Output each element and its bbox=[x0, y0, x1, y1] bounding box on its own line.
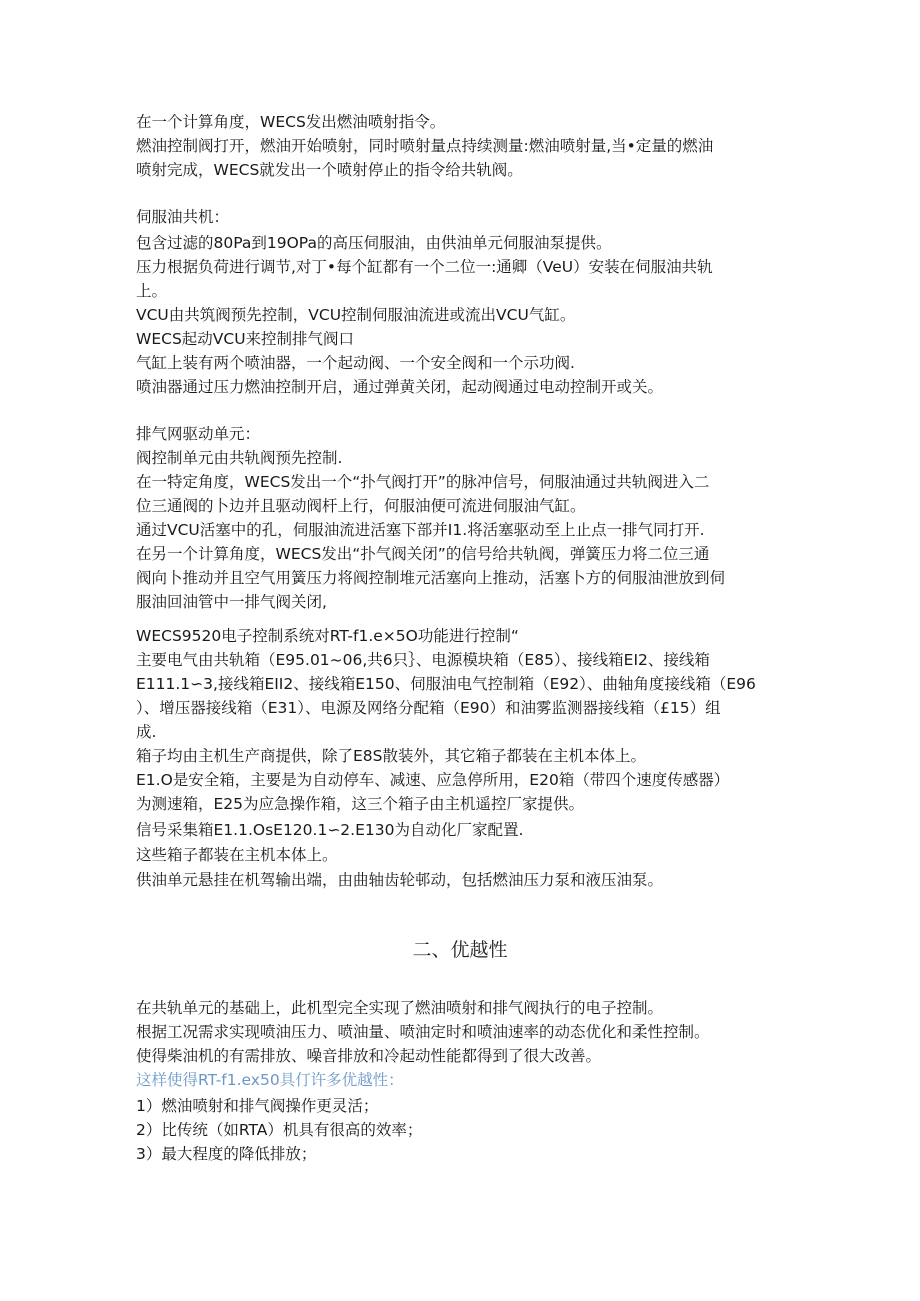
list-item: 2）比传统（如RTA）机具有很高的效率； bbox=[136, 1121, 423, 1139]
text-line: 通过VCU活塞中的孔，伺服油流进活塞下部并I1.将活塞驱动至上止点一排气同打开. bbox=[136, 521, 705, 539]
text-line: 使得柴油机的有需排放、噪音排放和冷起动性能都得到了很大改善。 bbox=[136, 1047, 602, 1065]
text-line: 气缸上装有两个喷油器，一个起动阀、一个安全阀和一个示功阀. bbox=[136, 354, 575, 372]
text-line: 位三通阀的卜边并且驱动阀杆上行，何服油便可流进伺服油气缸。 bbox=[136, 497, 586, 515]
text-line: VCU由共筑阀预先控制，VCU控制伺服油流进或流出VCU气缸。 bbox=[136, 306, 576, 324]
text-line: 服油回油管中一排气阀关闭, bbox=[136, 593, 327, 611]
text-line: 喷油器通过压力燃油控制开启，通过弹黄关闭，起动阀通过电动控制开或关。 bbox=[136, 378, 664, 396]
text-line: WECS9520电子控制系统对RT-f1.e×5O功能进行控制“ bbox=[136, 627, 519, 645]
text-line: 阀向卜推动并且空气用簧压力将阀控制堆元活塞向上推动，活塞卜方的伺服油泄放到伺 bbox=[136, 569, 726, 587]
text-line: WECS起动VCU来控制排气阀口 bbox=[136, 330, 355, 348]
text-line: 压力根据负荷进行调节,对丁•每个缸都有一个二位一:通卿（VeU）安装在伺服油共轨 bbox=[136, 258, 713, 276]
list-item: 1）燃油喷射和排气阀操作更灵活； bbox=[136, 1097, 379, 1115]
text-line: 阀控制单元由共轨阀预先控制. bbox=[136, 449, 343, 467]
text-line: 排气网驱动单元： bbox=[136, 425, 261, 443]
text-line: 喷射完成，WECS就发出一个喷射停止的指令给共轨阀。 bbox=[136, 161, 523, 179]
text-line: 燃油控制阀打开，燃油开始喷射，同时喷射量点持续测量:燃油喷射量,当•定量的燃油 bbox=[136, 137, 714, 155]
text-line: 在一个计算角度，WECS发出燃油喷射指令。 bbox=[136, 113, 446, 131]
text-line: 在共轨单元的基础上，此机型完全实现了燃油喷射和排气阀执行的电子控制。 bbox=[136, 999, 664, 1017]
text-line: 信号采集箱E1.1.OsE120.1∽2.E130为自动化厂家配置. bbox=[136, 821, 524, 839]
list-item: 3）最大程度的降低排放； bbox=[136, 1145, 317, 1163]
text-line: E1.O是安全箱，主要是为自动停车、减速、应急停所用，E20箱（带四个速度传感器） bbox=[136, 771, 730, 789]
text-line: 上。 bbox=[136, 282, 168, 300]
text-line: 在另一个计算角度，WECS发出“扑气阀关闭”的信号给共轨阀，弹簧压力将二位三通 bbox=[136, 545, 710, 563]
text-line: ）、增压器接线箱（E31）、电源及网络分配箱（E90）和油雾监测器接线箱（£15）组 bbox=[136, 699, 721, 717]
text-line: 供油单元悬挂在机驾输出端，由曲轴齿轮邨动，包括燃油压力泵和液压油泵。 bbox=[136, 871, 664, 889]
text-line: 这些箱子都装在主机本体上。 bbox=[136, 846, 338, 864]
text-line: 箱子均由主机生产商提供，除了E8S散装外，其它箱子都装在主机本体上。 bbox=[136, 747, 646, 765]
text-line: 成. bbox=[136, 723, 157, 741]
section-heading: 二、优越性 bbox=[412, 939, 508, 961]
text-line: E111.1∽3,接线箱EII2、接线箱E150、伺服油电气控制箱（E92）、曲轴角度接线箱（E96 bbox=[136, 675, 756, 693]
text-line: 为测速箱，E25为应急操作箱，这三个箱子由主机遥控厂家提供。 bbox=[136, 795, 585, 813]
highlighted-text-line: 这样使得RT-f1.ex50具仃许多优越性： bbox=[136, 1071, 404, 1089]
text-line: 在一特定角度，WECS发出一个“扑气阀打开”的脉冲信号，伺服油通过共轨阀进入二 bbox=[136, 473, 710, 491]
text-line: 包含过滤的80Pa到19OPa的高压伺服油，由供油单元伺服油泵提供。 bbox=[136, 234, 612, 252]
text-line: 伺服油共机： bbox=[136, 208, 230, 226]
text-line: 主要电气由共轨箱（E95.01~06,共6只｝、电源模块箱（E85）、接线箱EI2、接线箱 bbox=[136, 651, 710, 669]
text-line: 根据工况需求实现喷油压力、喷油量、喷油定时和喷油速率的动态优化和柔性控制。 bbox=[136, 1023, 710, 1041]
